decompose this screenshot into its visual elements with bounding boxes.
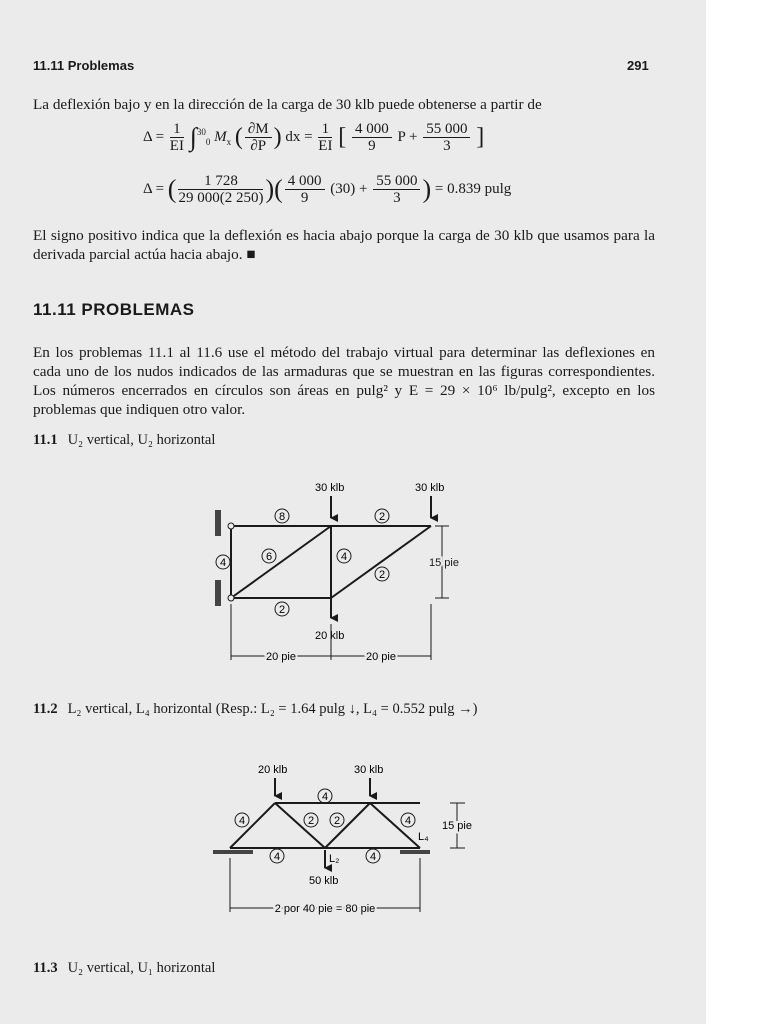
node-label-l2: L₂ <box>329 853 340 865</box>
height-label: 15 pie <box>442 820 472 832</box>
problem-11-2: 11.2 L₂ vertical, L₄ horizontal (Resp.: L₂ = 1.64 pulg ↓, L₄ = 0.552 pulg →) <box>33 701 478 717</box>
wall-support-top <box>215 510 221 536</box>
ground-right <box>400 850 430 854</box>
load-label: 20 klb <box>315 630 345 642</box>
svg-text:4: 4 <box>273 851 281 863</box>
svg-text:2: 2 <box>278 604 286 616</box>
intro-paragraph: La deflexión bajo y en la dirección de la carga de 30 klb puede obtenerse a partir de <box>33 96 542 113</box>
problem-11-3: 11.3 U₂ vertical, U₁ horizontal <box>33 960 216 976</box>
height-label: 15 pie <box>429 557 459 569</box>
equation-2: Δ = ( $\frac{1 728}{29 000(2 250)}$ )( $\frac{4 000}{9}$ (30) + $\frac{55 000}{3}$ ) = 0.839 pulg <box>143 173 512 206</box>
pin-bottom <box>228 595 234 601</box>
load-label: 30 klb <box>354 764 384 776</box>
load-label: 30 klb <box>315 482 345 494</box>
svg-text:2: 2 <box>333 815 341 827</box>
svg-text:2: 2 <box>378 511 386 523</box>
svg-text:4: 4 <box>321 791 329 803</box>
page-number: 291 <box>627 58 649 73</box>
truss-figure-2 <box>205 758 475 918</box>
truss-members <box>231 526 431 598</box>
svg-text:4: 4 <box>340 551 348 563</box>
sign-paragraph: El signo positivo indica que la deflexión es hacia abajo porque la carga de 30 klb que usamos para la derivada parcial actúa hacia abajo. ■ <box>33 227 655 263</box>
load-label: 30 klb <box>415 482 445 494</box>
problem-11-1: 11.1 U₂ vertical, U₂ horizontal <box>33 432 216 448</box>
svg-text:4: 4 <box>369 851 377 863</box>
svg-text:4: 4 <box>219 557 227 569</box>
node-label-l4: L₄ <box>418 831 429 843</box>
equation-1: Δ = $\frac{1}{EI}$ ∫$^{30}_0$ $M_x$ ( $\frac{\partial M}{\partial P}$ ) dx = $\frac{1}{EI}$ [ $\frac{4 000}{9}$ P + $\frac{55 000}{3}$ ] <box>143 121 485 154</box>
load-label: 50 klb <box>309 875 339 887</box>
truss-members <box>230 803 420 848</box>
svg-text:4: 4 <box>404 815 412 827</box>
span-label: 20 pie <box>266 651 296 663</box>
span-label: 2 por 40 pie = 80 pie <box>274 903 376 915</box>
load-label: 20 klb <box>258 764 288 776</box>
problems-intro: En los problemas 11.1 al 11.6 use el método del trabajo virtual para determinar las deflexiones en cada uno de los nudos indicados de las armaduras que se muestran en las figuras correspondientes. Los números encerrados en círculos son áreas en pulg² y E = 29 × 10⁶ lb/pulg², excepto en los problemas que indiquen otro valor. <box>33 344 655 418</box>
dimension-lines <box>230 803 465 912</box>
svg-text:6: 6 <box>265 551 273 563</box>
span-label: 20 pie <box>366 651 396 663</box>
truss-figure-1 <box>205 478 470 668</box>
svg-text:2: 2 <box>378 569 386 581</box>
svg-text:2: 2 <box>307 815 315 827</box>
pin-top <box>228 523 234 529</box>
section-title: 11.11 PROBLEMAS <box>33 300 195 319</box>
running-header: 11.11 Problemas <box>33 58 135 73</box>
svg-text:8: 8 <box>278 511 286 523</box>
page-margin <box>706 0 768 1024</box>
ground-left <box>213 850 253 854</box>
wall-support-bottom <box>215 580 221 606</box>
svg-text:4: 4 <box>238 815 246 827</box>
